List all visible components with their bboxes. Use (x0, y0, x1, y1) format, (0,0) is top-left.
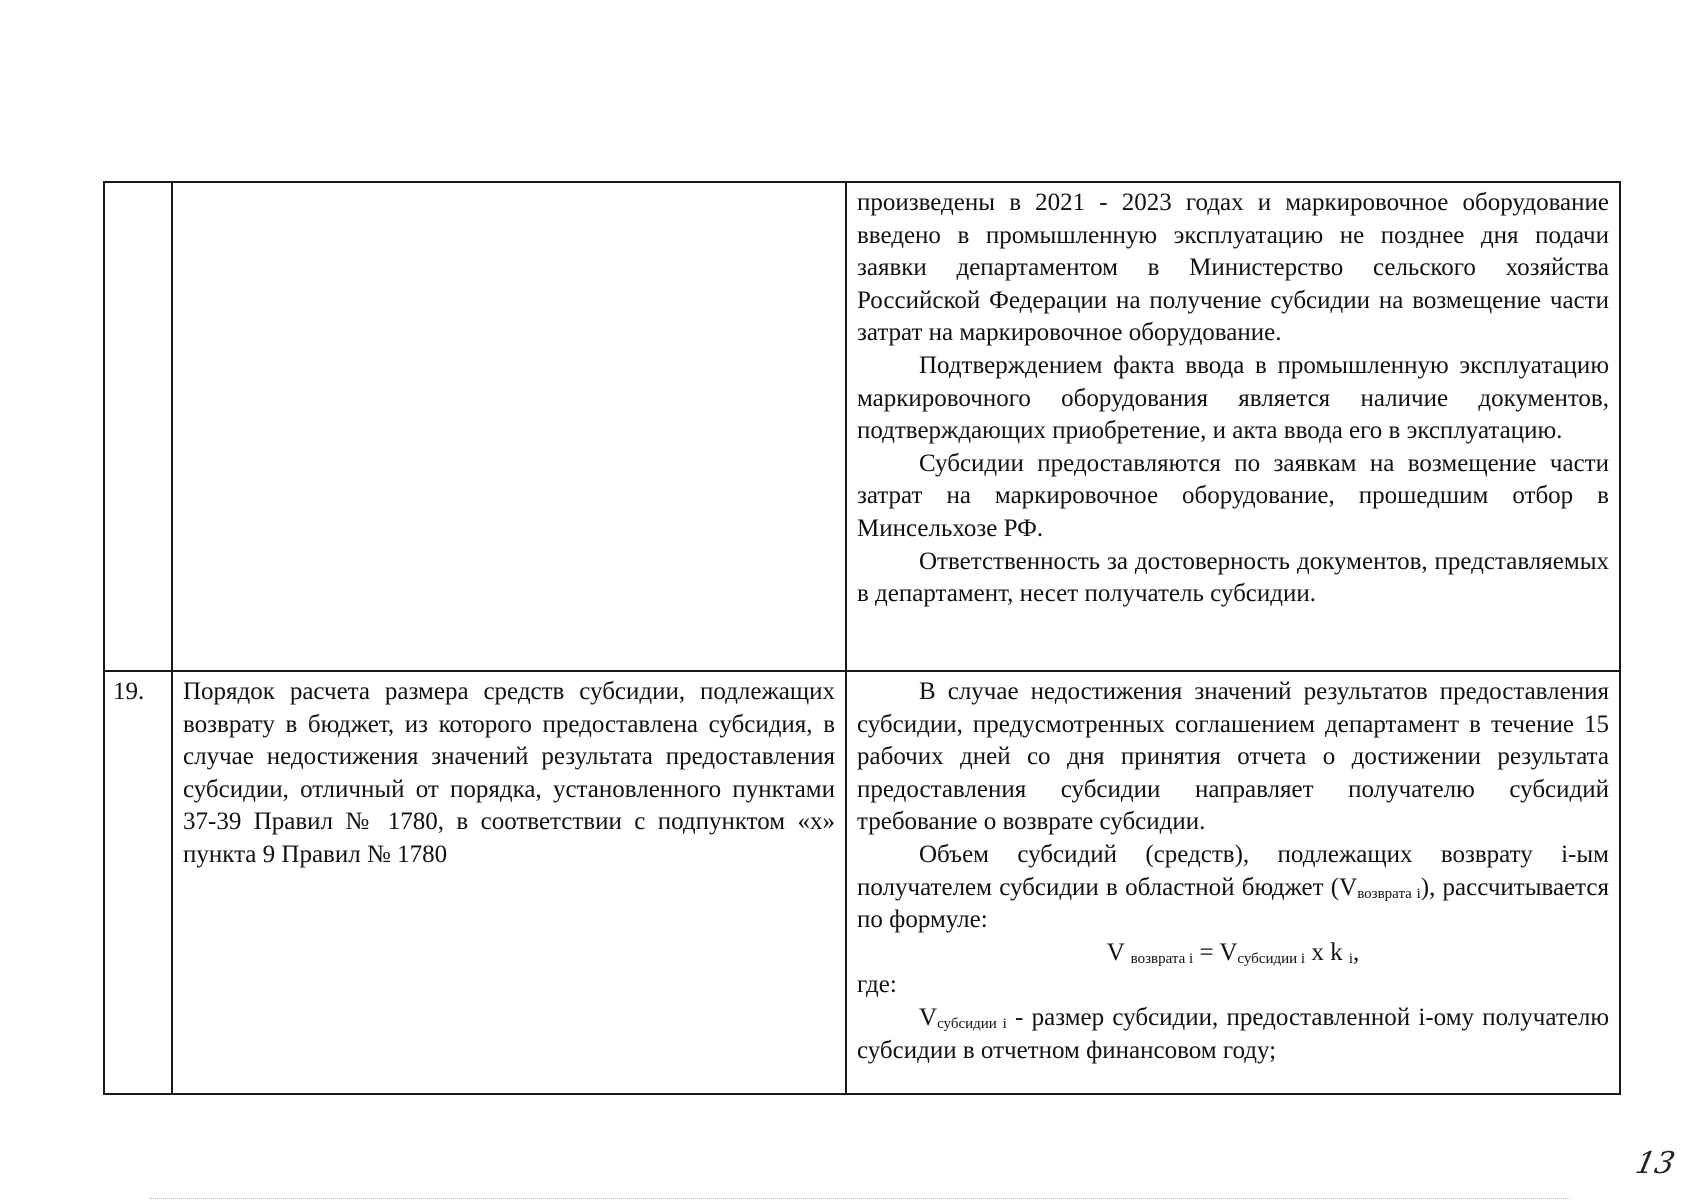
subscript: i (1348, 950, 1353, 967)
description-paragraph: Порядок расчета размера средств субсидии, подлежащих возврату в бюджет, из которого предоставлена субсидия, в случае недостижения значений результата предоставления субсидии, отличный от порядка, установленного пунктами 37-39 Правил № 1780, в соответствии с подпунктом «х» пункта 9 Правил № 1780 (183, 678, 835, 868)
subscript: возврата i (1130, 950, 1194, 967)
formula-variable: V (1106, 938, 1125, 966)
page-number: 13 (1632, 1146, 1678, 1181)
row-number-cell (104, 182, 172, 671)
row-content-cell (846, 182, 1620, 671)
formula-punctuation: , (1353, 938, 1360, 966)
text-span: Объем субсидий (средств), подлежащих возврату i-ым получателем субсидии в областной бюджет (V (857, 840, 1609, 901)
subscript: субсидии i (937, 1015, 1007, 1032)
content-paragraph: произведены в 2021 - 2023 годах и маркировочное оборудование введено в промышленную эксплуатацию не позднее дня подачи заявки департаментом в Министерство сельского хозяйства Российской Федерации на получение субсидии на возмещение части затрат на маркировочное оборудование. (857, 189, 1609, 347)
formula-variable: V (919, 1003, 938, 1031)
content-paragraph (857, 839, 1609, 937)
table-row-18-continued (104, 182, 1620, 671)
text-span: ), рассчитывается по формуле: (857, 873, 1610, 934)
content-paragraph: Ответственность за достоверность документов, представляемых в департамент, несет получатель субсидии. (857, 547, 1609, 608)
table-row-19 (104, 671, 1620, 1094)
content-paragraph: Субсидии предоставляются по заявкам на возмещение части затрат на маркировочное оборудование, прошедшим отбор в Минсельхозе РФ. (857, 449, 1609, 542)
row-number-cell: 19. (104, 671, 172, 1094)
row-description-cell (172, 671, 846, 1094)
subscript: возврата i (1357, 885, 1421, 902)
text-span: - размер субсидии, предоставленной i-ому получателю субсидии в отчетном финансовом году; (857, 1003, 1609, 1064)
formula (857, 937, 1609, 970)
content-paragraph: Подтверждением факта ввода в промышленную эксплуатацию маркировочного оборудования является наличие документов, подтверждающих приобретение, и акта ввода его в эксплуатацию. (857, 351, 1609, 445)
subscript: субсидии i (1237, 950, 1306, 967)
content-paragraph: В случае недостижения значений результатов предоставления субсидии, предусмотренных соглашением департамент в течение 15 рабочих дней со дня принятия отчета о достижении результата предоставления субсидии направляет получателю субсидий требование о возврате субсидии. (857, 678, 1609, 836)
formula-operator: = V (1193, 938, 1238, 966)
scan-artifact-line (150, 1198, 1570, 1199)
formula-operator: x k (1305, 938, 1343, 966)
content-paragraph (857, 1002, 1609, 1067)
document-table (103, 181, 1621, 1095)
row-content-cell (846, 671, 1620, 1094)
where-label: где: (857, 971, 897, 999)
row-description-cell (172, 182, 846, 671)
